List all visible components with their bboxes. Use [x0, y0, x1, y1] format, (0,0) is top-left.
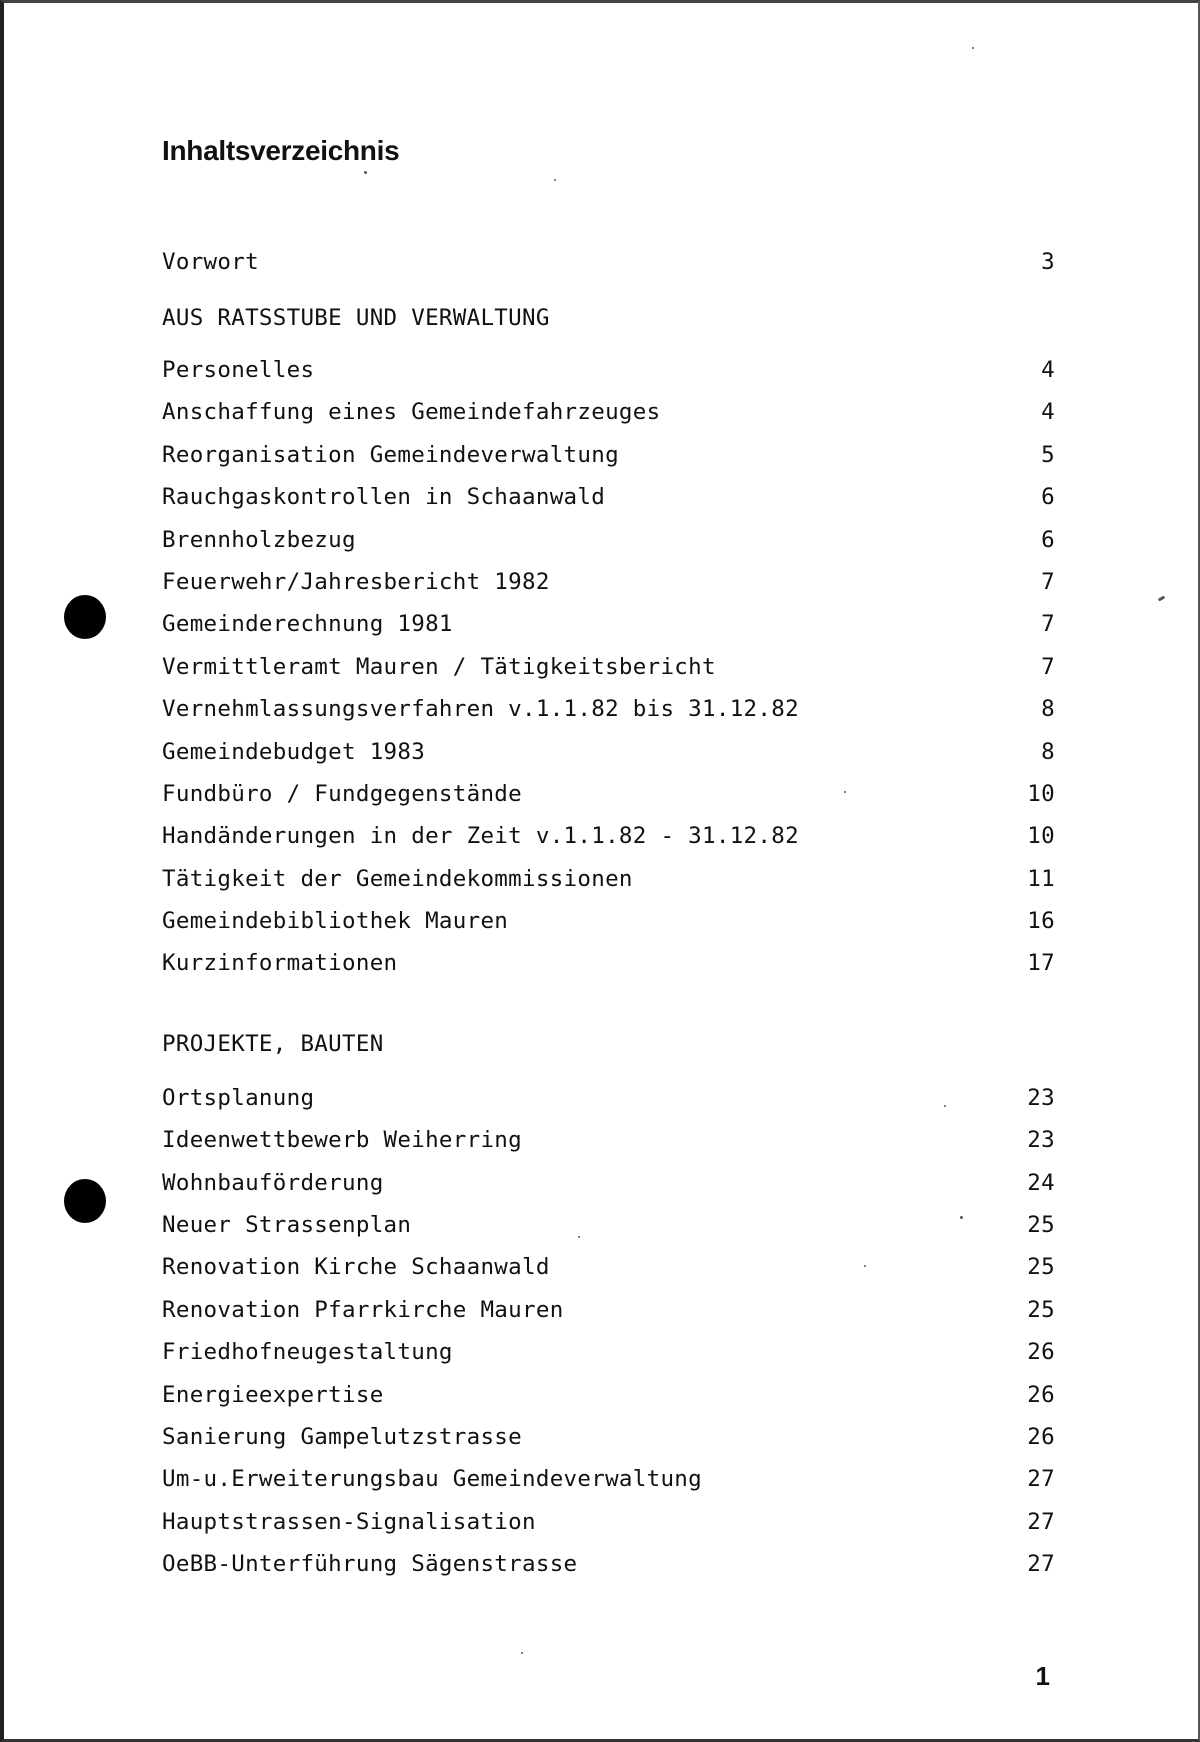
toc-entry: [162, 391, 1055, 433]
toc-entry: [162, 646, 1055, 688]
scan-speck: [521, 1652, 523, 1654]
toc-entry-title: Ideenwettbewerb Weiherring: [162, 1127, 522, 1154]
scan-speck: [960, 1216, 963, 1219]
toc-entry-page: 26: [1027, 1339, 1055, 1366]
toc-entry: [162, 900, 1055, 942]
toc-entry-page: 7: [1041, 653, 1055, 680]
toc-entry: [162, 1331, 1055, 1373]
toc-entry-page: 25: [1027, 1296, 1055, 1323]
toc-entry-page: 27: [1027, 1508, 1055, 1535]
toc-entry: [162, 1204, 1055, 1246]
toc-entry-title: Tätigkeit der Gemeindekommissionen: [162, 865, 633, 892]
toc-entry-page: 7: [1041, 611, 1055, 638]
toc-entry-page: 23: [1027, 1084, 1055, 1111]
toc-entry-title: Vermittleramt Mauren / Tätigkeitsbericht: [162, 653, 716, 680]
toc-entry-title: Wohnbauförderung: [162, 1169, 384, 1196]
toc-entry: [162, 815, 1055, 857]
toc-entry-title: Kurzinformationen: [162, 950, 398, 977]
toc-entry: [162, 561, 1055, 603]
toc-entry-title: Friedhofneugestaltung: [162, 1339, 453, 1366]
toc-entry-title: Reorganisation Gemeindeverwaltung: [162, 441, 619, 468]
toc-entry-page: 10: [1027, 823, 1055, 850]
toc-entry-page: 11: [1027, 865, 1055, 892]
toc-entry: [162, 349, 1055, 391]
toc-entry: [162, 476, 1055, 518]
table-of-contents: [162, 241, 1055, 1586]
toc-entry: [162, 1162, 1055, 1204]
toc-entry-page: 6: [1041, 526, 1055, 553]
scan-speck: [1158, 595, 1166, 601]
toc-entry: [162, 1119, 1055, 1161]
toc-entry-vorwort: [162, 241, 1055, 283]
scan-speck: [864, 1265, 866, 1267]
toc-entry-title: Feuerwehr/Jahresbericht 1982: [162, 568, 550, 595]
toc-entry-page: 10: [1027, 780, 1055, 807]
toc-entry-page: 3: [1041, 249, 1055, 275]
toc-entry-title: Personelles: [162, 357, 315, 383]
toc-entry-page: 16: [1027, 908, 1055, 935]
scan-speck: [944, 1105, 946, 1107]
toc-entry: [162, 858, 1055, 900]
toc-entry: [162, 731, 1055, 773]
toc-entry-page: 23: [1027, 1127, 1055, 1154]
toc-entry-page: 27: [1027, 1551, 1055, 1578]
toc-entry-page: 24: [1027, 1169, 1055, 1196]
toc-entry-page: 7: [1041, 568, 1055, 595]
punch-hole-icon: [64, 595, 106, 639]
section-entries-projekte: [162, 1077, 1055, 1586]
toc-entry: [162, 1246, 1055, 1288]
toc-entry-title: Vorwort: [162, 249, 259, 275]
toc-entry-page: 17: [1027, 950, 1055, 977]
toc-entry: [162, 1416, 1055, 1458]
toc-entry-title: Renovation Pfarrkirche Mauren: [162, 1296, 564, 1323]
scan-speck: [364, 171, 367, 174]
toc-entry-title: Handänderungen in der Zeit v.1.1.82 - 31.12.82: [162, 823, 799, 850]
toc-entry-page: 6: [1041, 484, 1055, 511]
scan-speck: [578, 1236, 580, 1238]
toc-entry: [162, 1077, 1055, 1119]
toc-entry-page: 8: [1041, 738, 1055, 765]
toc-entry-page: 27: [1027, 1466, 1055, 1493]
toc-entry-title: Neuer Strassenplan: [162, 1212, 412, 1239]
toc-entry: [162, 773, 1055, 815]
toc-entry-page: 4: [1041, 357, 1055, 383]
toc-entry: [162, 434, 1055, 476]
toc-entry-title: Gemeindebibliothek Mauren: [162, 908, 509, 935]
section-entries-verwaltung: [162, 349, 1055, 985]
toc-entry-title: Sanierung Gampelutzstrasse: [162, 1423, 522, 1450]
scan-speck: [972, 47, 974, 49]
toc-entry-title: Energieexpertise: [162, 1381, 384, 1408]
toc-entry-title: Hauptstrassen-Signalisation: [162, 1508, 536, 1535]
toc-entry-title: Vernehmlassungsverfahren v.1.1.82 bis 31.12.82: [162, 696, 799, 723]
toc-entry-title: OeBB-Unterführung Sägenstrasse: [162, 1551, 578, 1578]
section-heading-verwaltung: AUS RATSSTUBE UND VERWALTUNG: [162, 305, 550, 331]
toc-entry: [162, 519, 1055, 561]
page-title: Inhaltsverzeichnis: [162, 135, 400, 166]
toc-entry-page: 26: [1027, 1423, 1055, 1450]
toc-entry: [162, 688, 1055, 730]
toc-entry: [162, 1501, 1055, 1543]
toc-entry-title: Um-u.Erweiterungsbau Gemeindeverwaltung: [162, 1466, 702, 1493]
toc-entry-page: 4: [1041, 399, 1055, 426]
punch-hole-icon: [64, 1179, 106, 1223]
toc-entry-page: 5: [1041, 441, 1055, 468]
toc-entry: [162, 942, 1055, 984]
toc-entry-title: Renovation Kirche Schaanwald: [162, 1254, 550, 1281]
toc-entry-title: Brennholzbezug: [162, 526, 356, 553]
toc-entry: [162, 1543, 1055, 1585]
toc-entry: [162, 603, 1055, 645]
toc-entry-page: 25: [1027, 1254, 1055, 1281]
toc-entry-title: Ortsplanung: [162, 1084, 315, 1111]
toc-entry-title: Fundbüro / Fundgegenstände: [162, 780, 522, 807]
toc-entry-title: Rauchgaskontrollen in Schaanwald: [162, 484, 606, 511]
section-heading-projekte: PROJEKTE, BAUTEN: [162, 1030, 384, 1057]
toc-entry-page: 8: [1041, 696, 1055, 723]
scan-speck: [554, 179, 556, 181]
toc-entry-title: Gemeindebudget 1983: [162, 738, 426, 765]
scan-speck: [844, 791, 846, 793]
toc-entry-title: Gemeinderechnung 1981: [162, 611, 453, 638]
toc-entry: [162, 1374, 1055, 1416]
toc-entry: [162, 1458, 1055, 1500]
toc-entry: [162, 1289, 1055, 1331]
page-number: 1: [1035, 1661, 1050, 1691]
toc-entry-title: Anschaffung eines Gemeindefahrzeuges: [162, 399, 661, 426]
toc-entry-page: 25: [1027, 1212, 1055, 1239]
toc-entry-page: 26: [1027, 1381, 1055, 1408]
